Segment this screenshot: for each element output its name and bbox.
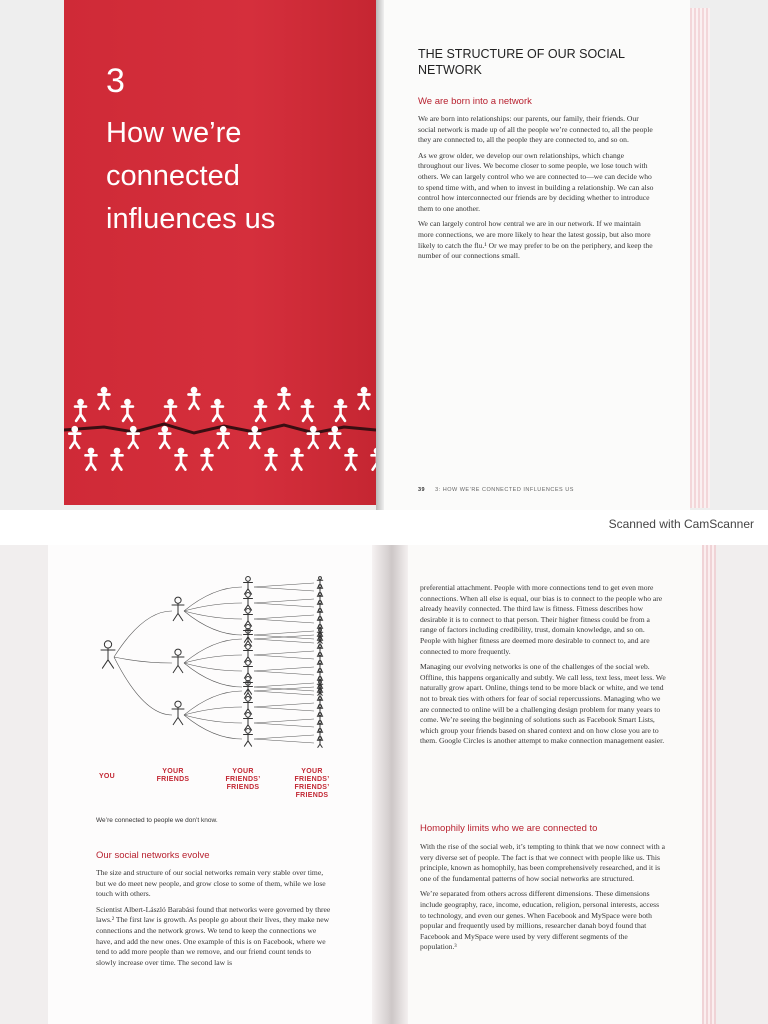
page-edges bbox=[702, 545, 716, 1024]
person-icon bbox=[279, 387, 290, 409]
network-tree-diagram bbox=[88, 575, 338, 775]
third-degree-person-icon bbox=[317, 577, 323, 588]
section-subheading: We are born into a network bbox=[418, 96, 532, 107]
friend-of-friend-person-icon bbox=[244, 645, 253, 663]
paragraph: We’re separated from others across different dimensions. These dimensions include geography, race, income, education, religion, personal interests, access to technology, and even our genes. When Facebook and MySpace were both popular and frequently used by millions, researcher danah boyd found that Facebook and MySpace were used by very different segments of the population.³ bbox=[420, 889, 660, 952]
paragraph: preferential attachment. People with more connections tend to get even more connections. When all else is equal, our bias is to connect to the people who are already heavily connected. The third law is fitness. Fitness describes how desirable it is to connect to that person. Their higher fitness could be from a range of factors including credibility, trust, domain knowledge, and so on. People with higher fitness are deemed more desirable to connect to, and are connected to more frequently. bbox=[420, 583, 663, 656]
friend-of-friend-person-icon bbox=[244, 661, 253, 679]
label-you: YOU bbox=[98, 773, 116, 780]
section-subheading: Our social networks evolve bbox=[96, 850, 210, 861]
person-icon bbox=[122, 399, 133, 421]
section-title: THE STRUCTURE OF OUR SOCIAL NETWORK bbox=[418, 47, 625, 77]
person-icon bbox=[202, 448, 213, 470]
right-text-page bbox=[408, 545, 702, 1024]
person-icon bbox=[359, 387, 370, 409]
right-text-page bbox=[384, 0, 690, 510]
scanner-watermark: Scanned with CamScanner bbox=[608, 517, 754, 531]
chapter-number: 3 bbox=[106, 62, 125, 100]
person-icon bbox=[99, 387, 110, 409]
chapter-title: How we’re connected influences us bbox=[106, 117, 276, 235]
top-book-spread bbox=[0, 0, 768, 510]
friend-of-friend-person-icon bbox=[244, 593, 253, 611]
section-body-2 bbox=[420, 842, 666, 958]
section-body bbox=[420, 583, 666, 752]
person-icon bbox=[159, 426, 170, 448]
person-icon bbox=[308, 426, 319, 448]
friend-of-friend-person-icon bbox=[244, 713, 253, 731]
friend-person-icon bbox=[172, 597, 184, 621]
person-icon bbox=[218, 426, 229, 448]
friend-of-friend-person-icon bbox=[244, 697, 253, 715]
paragraph: With the rise of the social web, it’s tempting to think that we now connect with a very diverse set of people. The fact is that we connect with people like us. This principle, known as homophily, has been comprehensively researched, and it is one of the fundamental patterns of how social networks are structured. bbox=[420, 842, 665, 883]
label-friends-friends-friends: YOUR FRIENDS’ FRIENDS’ FRIENDS bbox=[294, 768, 330, 799]
bottom-book-spread bbox=[0, 545, 768, 1024]
person-icon bbox=[165, 399, 176, 421]
label-your-friends: YOUR FRIENDS bbox=[156, 768, 190, 783]
diagram-caption: We’re connected to people we don’t know. bbox=[96, 817, 218, 824]
friend-person-icon bbox=[172, 701, 184, 725]
page-footer bbox=[418, 487, 574, 493]
people-network-illustration bbox=[64, 372, 376, 472]
paragraph: Scientist Albert-László Barabási found that networks were governed by three laws.² The first law is growth. As people go about their lives, they make new connections and the network grows. We tend to keep the connections we have, and add the new ones. One example of this is on Facebook, where we tend to add more people than we remove, and our friend count tends to slowly increase over time. The second law is bbox=[96, 904, 331, 967]
paragraph: We are born into relationships: our parents, our family, their friends. Our social network is made up of all the people we’re connected to, all the people they are connected to, all the people they are connected to, and so on. bbox=[418, 114, 653, 145]
section-subheading: Homophily limits who we are connected to bbox=[420, 823, 598, 834]
person-icon bbox=[85, 448, 96, 470]
person-icon bbox=[255, 399, 266, 421]
person-icon bbox=[189, 387, 200, 409]
you-person-icon bbox=[101, 641, 115, 668]
friend-person-icon bbox=[172, 649, 184, 673]
person-icon bbox=[302, 399, 313, 421]
paragraph: We can largely control how central we are in our network. If we maintain more connections, we are more likely to hear the latest gossip, but also more likely to catch the flu.¹ Or we may prefer to be on the periphery, and keep the number of our connections small. bbox=[418, 219, 653, 261]
person-icon bbox=[75, 399, 86, 421]
left-diagram-page bbox=[48, 545, 372, 1024]
person-icon bbox=[292, 448, 303, 470]
person-icon bbox=[175, 448, 186, 470]
section-body bbox=[96, 868, 332, 973]
person-icon bbox=[112, 448, 123, 470]
paragraph: Managing our evolving networks is one of the challenges of the social web. Offline, this happens organically and subtly. We call less, text less, meet less. We naturally grow apart. Online, things tend to be more black or white, and we tend not to break ties with others for fear of social repercussions. Managing who we are connected to online will be a challenging design problem for many years to come. We’re seeing the beginning of solutions such as Facebook Smart Lists, which group your friends based on shared context and on how close you are to them. Google Circles is another attempt to make connection management easier. bbox=[420, 662, 666, 746]
book-gutter bbox=[376, 0, 384, 510]
person-icon bbox=[265, 448, 276, 470]
paragraph: As we grow older, we develop our own relationships, which change throughout our lives. We become closer to some people, we lose touch with others. We can largely control who we are connected to—we can decide who to spend time with, and when to invest in building a relationship. We can also control how interconnected our friends are by deciding whether to introduce them to one another. bbox=[418, 150, 654, 213]
friend-of-friend-person-icon bbox=[244, 577, 253, 595]
running-head: 3: HOW WE’RE CONNECTED INFLUENCES US bbox=[435, 487, 574, 493]
person-icon bbox=[335, 399, 346, 421]
book-gutter bbox=[372, 545, 408, 1024]
section-body bbox=[418, 114, 658, 267]
friend-of-friend-person-icon bbox=[244, 729, 253, 747]
paragraph: The size and structure of our social networks remain very stable over time, but we do meet new people, and grow close to some of them, while we lose touch with others. bbox=[96, 868, 326, 899]
label-friends-friends: YOUR FRIENDS’ FRIENDS bbox=[225, 768, 261, 791]
person-icon bbox=[345, 448, 356, 470]
page-edges bbox=[690, 8, 710, 508]
friend-of-friend-person-icon bbox=[244, 609, 253, 627]
person-icon bbox=[128, 426, 139, 448]
page-number: 39 bbox=[418, 487, 426, 493]
person-icon bbox=[212, 399, 223, 421]
chapter-opener-page bbox=[64, 0, 376, 505]
